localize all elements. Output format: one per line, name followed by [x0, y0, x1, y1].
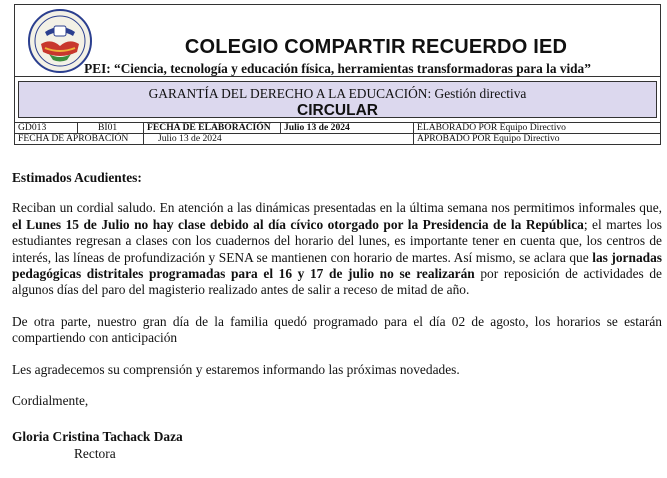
approved-by: APROBADO POR Equipo Directivo [414, 134, 661, 145]
title-band [14, 76, 661, 121]
paragraph-2: De otra parte, nuestro gran día de la familia quedó programado para el día 02 de agosto, los horarios se estarán compartiendo con anticipación [12, 313, 662, 346]
greeting: Estimados Acudientes: [12, 170, 142, 185]
signer-title: Rectora [74, 445, 116, 461]
approval-date: Julio 13 de 2024 [144, 134, 414, 145]
pei-motto: PEI: “Ciencia, tecnología y educación física, herramientas transformadoras para la vida” [84, 61, 591, 76]
paragraph-1 [12, 200, 662, 298]
paragraph-3: Les agradecemos su comprensión y estaremos informando las próximas novedades. [12, 361, 460, 377]
p1-text-cont: ; el martes los estudiantes regresan a clases con los cuadernos del horario del lunes, es importante tener en cuenta que, los centros de interés, las líneas de profundización y SENA se mantienen con horario de martes. Así mismo, se aclara que [12, 216, 662, 265]
approval-date-label: FECHA DE APROBACIÓN [15, 134, 144, 145]
school-name: COLEGIO COMPARTIR RECUERDO IED [184, 36, 568, 58]
elaborated-by: ELABORADO POR Equipo Directivo [414, 123, 661, 134]
table-row [15, 123, 661, 134]
p1-text-end: por reposición de actividades de algunos días del paro del magisterio realizado antes de salir a receso de mitad de año. [12, 266, 662, 298]
p1-text: Reciban un cordial saludo. En atención a las dinámicas presentadas en la última semana nos permitimos informales que, [12, 200, 662, 216]
signature-block [12, 429, 662, 462]
guarantee-line: GARANTÍA DEL DERECHO A LA EDUCACIÓN: Gestión directiva [148, 86, 527, 101]
document-metadata-table [14, 122, 661, 145]
closing: Cordialmente, [12, 393, 89, 409]
elaboration-date-label: FECHA DE ELABORACIÓN [144, 123, 281, 134]
doc-version: BI01 [78, 123, 144, 134]
circular-body [12, 170, 662, 462]
signer-name: Gloria Cristina Tachack Daza [12, 429, 183, 445]
doc-code: GD013 [15, 123, 78, 134]
document-type: CIRCULAR [297, 102, 378, 119]
p1-bold-jornadas: las jornadas pedagógicas distritales programadas para el 16 y 17 de julio no se realizarán [12, 249, 662, 282]
elaboration-date: Julio 13 de 2024 [281, 123, 414, 134]
table-row [15, 134, 661, 145]
p1-bold-holiday: el Lunes 15 de Julio no hay clase debido al día cívico otorgado por la Presidencia de la República [12, 216, 584, 232]
